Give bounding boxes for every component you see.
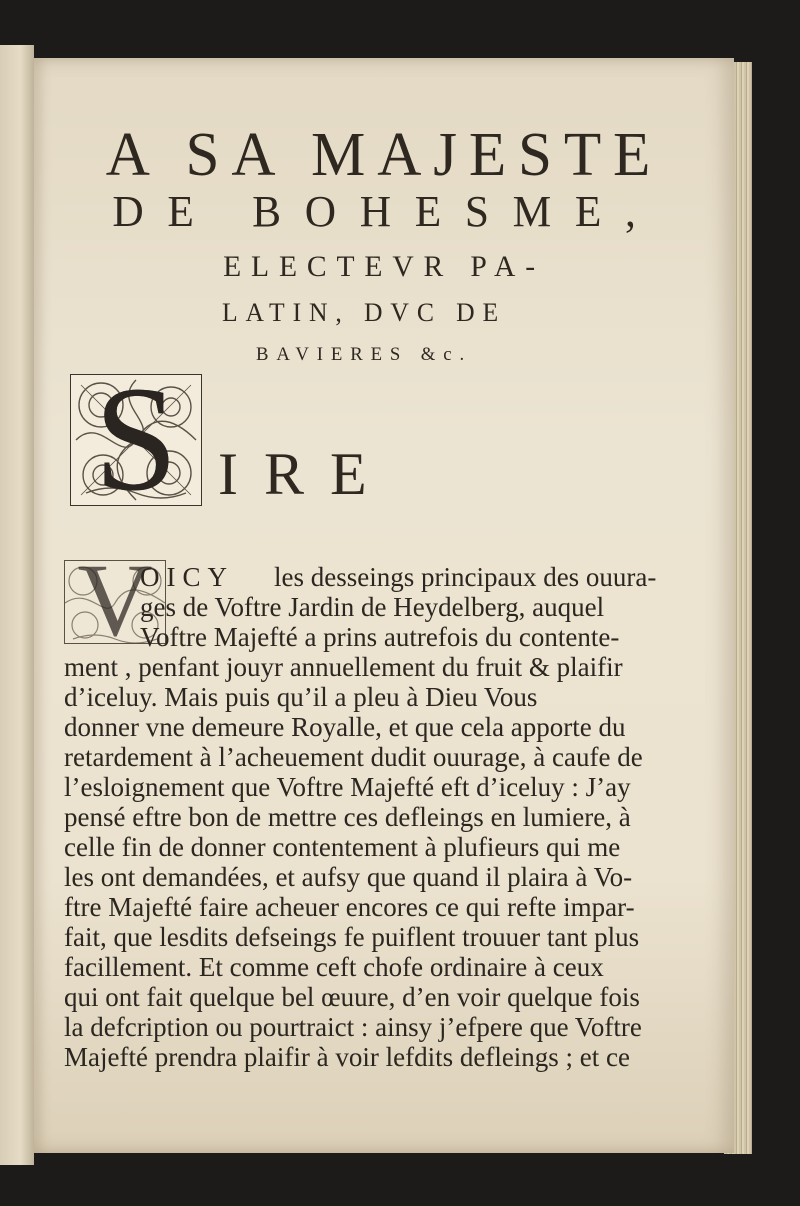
text-line: l’esloignement que Voftre Majefté eft d’iceluy : J’ay bbox=[64, 772, 631, 802]
text-line: ment , penfant jouyr annuellement du fruit & plaifir bbox=[64, 652, 623, 682]
dedication-title-line-1: A SA MAJESTE bbox=[105, 121, 663, 189]
facing-page-edge bbox=[0, 45, 34, 1165]
dedication-title-line-5: BAVIERES &c. bbox=[255, 344, 473, 365]
text-line: la defcription ou pourtraict : ainsy j’efpere que Voftre bbox=[64, 1012, 642, 1042]
text-line: Majefté prendra plaifir à voir lefdits defleings ; et ce bbox=[64, 1042, 631, 1072]
dedication-title-line-2: DE BOHESME, bbox=[112, 187, 660, 236]
ornamental-initial-s bbox=[70, 374, 202, 506]
text-line: facillement. Et comme ceft chofe ordinaire à ceux bbox=[64, 952, 604, 982]
text-line: celle fin de donner contentement à plufieurs qui me bbox=[64, 832, 621, 862]
text-line: fait, que lesdits defseings fe puiflent trouuer tant plus bbox=[64, 922, 640, 952]
text-line: qui ont fait quelque bel œuure, d’en voir quelque fois bbox=[64, 982, 640, 1012]
text-line: Voftre Majefté a prins autrefois du contente- bbox=[140, 622, 620, 652]
text-line: d’iceluy. Mais puis qu’il a pleu à Dieu Vous bbox=[64, 682, 538, 712]
text-line: ftre Majefté faire acheuer encores ce qui refte impar- bbox=[64, 892, 635, 922]
text-line: les ont demandées, et aufsy que quand il plaira à Vo- bbox=[64, 862, 633, 892]
text-line: les desseings principaux des ouura- bbox=[274, 562, 657, 592]
text-line: ges de Voftre Jardin de Heydelberg, auquel bbox=[140, 592, 605, 622]
initial-letter-s: S bbox=[94, 374, 178, 506]
book-page bbox=[34, 58, 734, 1153]
initial-letter-v: V bbox=[77, 560, 153, 644]
first-word-rest: OICY bbox=[140, 562, 234, 592]
text-line: retardement à l’acheuement dudit ouurage, à caufe de bbox=[64, 742, 643, 772]
dedication-title-line-3: ELECTEVR PA- bbox=[223, 250, 545, 283]
dedication-title-line-4: LATIN, DVC DE bbox=[221, 298, 507, 327]
text-line: donner vne demeure Royalle, et que cela apporte du bbox=[64, 712, 626, 742]
text-line: pensé eftre bon de mettre ces defleings en lumiere, à bbox=[64, 802, 631, 832]
salutation-rest: IRE bbox=[218, 441, 393, 507]
